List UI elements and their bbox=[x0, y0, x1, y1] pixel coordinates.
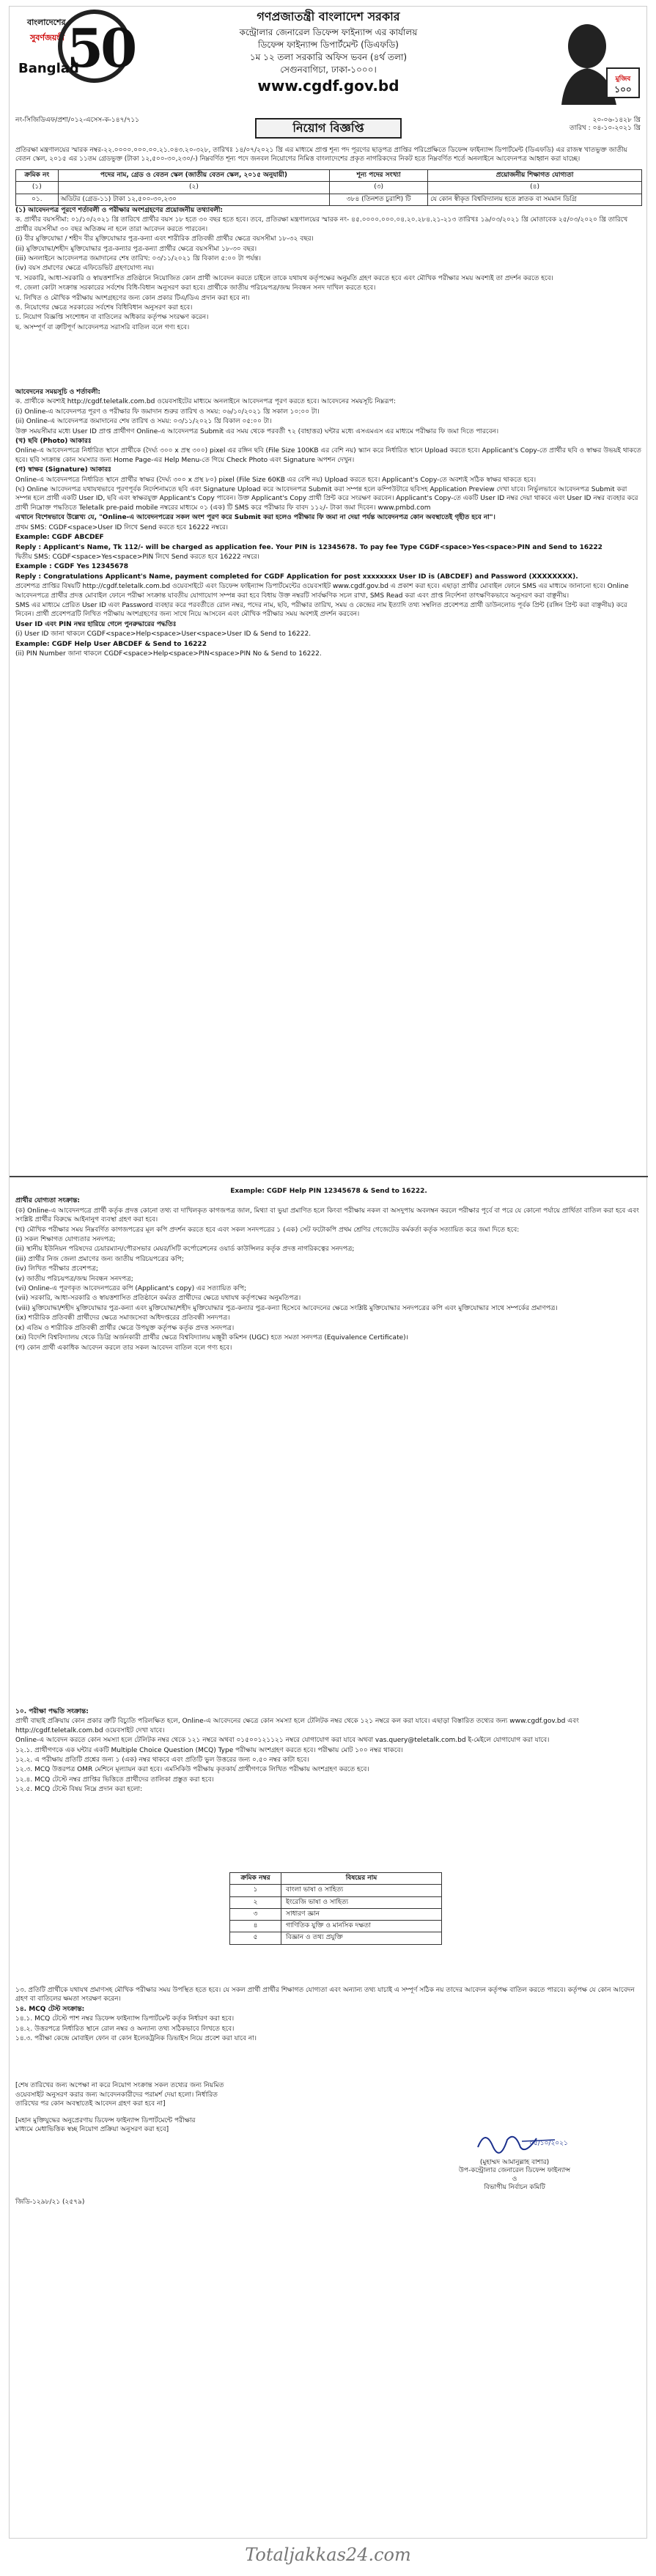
list-item: (খ) মৌখিক পরীক্ষার সময় নিম্নবর্ণিত কাগজপত্রের মূল কপি প্রদর্শন করতে হবে এবং সকল সনদপত্রের ১ (এক) সেট ফটোকপি প্রথম শ্রেণির গেজেটেড কর্মকর্তা কর্তৃক সত্যায়িত করে জমা দিতে হবে: bbox=[15, 1226, 520, 1234]
num-cell: (৩) bbox=[330, 182, 428, 194]
conditions-section bbox=[15, 206, 642, 333]
num-cell: (১) bbox=[16, 182, 59, 194]
gd-number: জিডি-১২৯৮/২১ (২৫৭৯) bbox=[15, 2198, 85, 2206]
subject-cell: গাণিতিক যুক্তি ও মানসিক দক্ষতা bbox=[281, 1921, 442, 1932]
sms2-title: দ্বিতীয় SMS: CGDF<space>Yes<space>PIN লিখে Send করতে হবে 16222 নম্বরে। bbox=[15, 553, 259, 561]
list-item: (ii) স্থানীয় ইউনিয়ন পরিষদের চেয়ারম্যান/পৌরসভার মেয়র/সিটি কর্পোরেশনের ওয়ার্ড কাউন্সিলর কর্তৃক প্রদত্ত নাগরিকত্বের সনদপত্র; bbox=[15, 1245, 355, 1254]
photo-heading: (খ) ছবি (Photo) আকারঃ bbox=[15, 438, 92, 446]
eligibility-heading: প্রার্থীর যোগ্যতা সংক্রান্ত: bbox=[15, 1197, 81, 1205]
subject-cell: ইংরেজি ভাষা ও সাহিত্য bbox=[281, 1896, 442, 1908]
golden-jubilee-logo bbox=[14, 10, 135, 112]
list-item: Example: CGDF Help User ABCDEF & Send to 16222 bbox=[15, 640, 207, 648]
note-line: [মহান মুক্তিযুদ্ধের অনুপ্রেরণায় ডিফেন্স ফাইন্যান্স ডিপার্টমেন্টে পরীক্ষার bbox=[15, 2116, 196, 2124]
list-item: চ. নিয়োগ বিজ্ঞপ্তি সংশোধন বা বাতিলের অধিকার কর্তৃপক্ষ সংরক্ষণ করেন। bbox=[15, 314, 209, 322]
portrait-icon bbox=[547, 10, 642, 105]
col-post: পদের নাম, গ্রেড ও বেতন স্কেল (জাতীয় বেতন স্কেল, ২০১৫ অনুযায়ী) bbox=[58, 170, 330, 182]
list-item: (xi) বিদেশি বিশ্ববিদ্যালয় থেকে ডিগ্রি অর্জনকারী প্রার্থীর ক্ষেত্রে বিশ্ববিদ্যালয় মঞ্জুরী কমিশন (UGC) হতে সমতা সনদপত্র (Equivalence Certificate)। bbox=[15, 1334, 409, 1342]
list-item: (x) এতিম ও শারীরিক প্রতিবন্ধী প্রার্থীর ক্ষেত্রে উপযুক্ত কর্তৃপক্ষ কর্তৃক প্রদত্ত সনদপত্র। bbox=[15, 1324, 235, 1332]
list-item: (iii) অনলাইনে আবেদনপত্র জমাদানের শেষ তারিখ: ০৩/১১/২০২১ খ্রি বিকাল ৫:০০ টা পর্যন্ত। bbox=[15, 255, 261, 263]
list-item: ১৩. প্রতিটি প্রার্থীকে যথাযথ প্রমাণসহ মৌখিক পরীক্ষার সময় উপস্থিত হতে হবে। যে সকল প্রার্থী প্রার্থীর শিক্ষাগত যোগ্যতা এবং অন্যান্য তথ্য যাচাই এ সম্পূর্ণ সঠিক নয় তাদের আবেদন কর্তৃপক্ষ বাতিল করতে পারবে। কর্তৃপক্ষ যে কোন আবেদন গ্রহণ বা বাতিলের ক্ষমতা সংরক্ষণ করেন। bbox=[15, 1987, 635, 2003]
vacancy-cell: ৩৮৪ (তিনশত চুরাশি) টি bbox=[330, 194, 428, 205]
office-heading bbox=[156, 10, 501, 95]
serial-cell: ০১. bbox=[16, 194, 59, 205]
table-row bbox=[230, 1885, 442, 1896]
list-item: ১৪.৩. পরীক্ষা কেন্দ্রে মোবাইল ফোন বা কোন ইলেকট্রনিক ডিভাইস নিয়ে প্রবেশ করা যাবে না। bbox=[15, 2035, 257, 2043]
table-row bbox=[16, 194, 642, 205]
list-item: গ. জেলা কোটা সংক্রান্ত সরকারের সর্বশেষ বিধি-বিধান অনুসরণ করা হবে। প্রার্থীকে জাতীয় পরিচয়পত্র/জন্ম নিবন্ধন সনদ দাখিল করতে হবে। bbox=[15, 284, 376, 292]
list-item: ১৪.২. উত্তরপত্রে নির্ধারিত স্থানে রোল নম্বর ও অন্যান্য তথ্য সঠিকভাবে লিখতে হবে। bbox=[15, 2025, 235, 2033]
online-instructions: (ঘ) Online আবেদনপত্র যথাযথভাবে পূরণপূর্বক নির্দেশনামতে ছবি এবং Signature Upload করে আবেদনপত্র Submit করা সম্পন্ন হলে কম্পিউটারে ছবিসহ Application Preview দেখা যাবে। নির্ভুলভাবে আবেদনপত্র Submit করা সম্পন্ন হলে প্রার্থী একটি User ID, ছবি এবং স্বাক্ষরযুক্ত Applicant's Copy পাবেন। উক্ত Applicant's Copy প্রার্থী প্রিন্ট করে সংরক্ষণ করবেন। Applicant's Copy-তে একটি User ID নম্বর দেয়া থাকবে এবং User ID নম্বর ব্যবহার করে প্রার্থী নিম্নোক্ত পদ্ধতিতে Teletalk pre-paid mobile নম্বরের মাধ্যমে ০১ (এক) টি SMS করে পরীক্ষার ফি বাবদ ১১২/- টাকা জমা দিবেন। www.pmbd.com bbox=[15, 486, 638, 512]
date-english: ০৪-১০-২০২১ খ্রি bbox=[592, 125, 641, 133]
list-item: (ii) PIN Number জানা থাকলে CGDF<space>Help<space>PIN<space>PIN No & Send to 16222. bbox=[15, 649, 322, 658]
list-item: (viii) মুক্তিযোদ্ধা/শহীদ মুক্তিযোদ্ধার পুত্র-কন্যা এবং মুক্তিযোদ্ধা/শহীদ মুক্তিযোদ্ধার পুত্র-কন্যার পুত্র-কন্যা হিসেবে আবেদনের ক্ষেত্রে সংশ্লিষ্ট মুক্তিযোদ্ধার সনদপত্রের কপি এবং মুক্তিযোদ্ধার সাথে সম্পর্কের প্রমাণপত্র। bbox=[15, 1304, 558, 1312]
num-cell: (৪) bbox=[428, 182, 642, 194]
office-name: কন্ট্রোলার জেনারেল ডিফেন্স ফাইন্যান্স এর কার্যালয় bbox=[239, 27, 418, 37]
logo-bengali-text: বাংলাদেশের bbox=[27, 18, 66, 27]
list-item: ১২.২. এ পরীক্ষায় প্রতিটি প্রশ্নের জন্য ১ (এক) নম্বর থাকবে এবং প্রতিটি ভুল উত্তরের জন্য ০.৫০ নম্বর কাটা হবে। bbox=[15, 1756, 309, 1764]
conditions-heading: (১) আবেদনপত্র পূরণে শর্তাবলী ও পরীক্ষার অংশগ্রহণের প্রয়োজনীয় তথ্যাবলী: bbox=[15, 207, 223, 214]
list-item: (i) Online-এ আবেদনপত্র পূরণ ও পরীক্ষার ফি জমাদান শুরুর তারিখ ও সময়: ০৬/১০/২০২১ খ্রি সকাল ১০:০০ টা। bbox=[15, 408, 320, 416]
watermark-text: Totaljakkas24.com bbox=[245, 2544, 411, 2565]
sms-warning: এখানে বিশেষভাবে উল্লেখ্য যে, "Online-এ আবেদনপত্রের সকল অংশ পূরণ করে Submit করা হলেও পরীক্ষার ফি জমা না দেয়া পর্যন্ত আবেদনপত্র কোন অবস্থাতেই গৃহীত হবে না"। bbox=[15, 514, 495, 522]
sms2-reply: Reply : Congratulations Applicant's Name, payment completed for CGDF Application for post xxxxxxxx User ID is (ABCDEF) and Password (XXXXXXXX). bbox=[15, 573, 578, 581]
subject-cell: সাধারণ জ্ঞান bbox=[281, 1908, 442, 1920]
list-item: ১২.৫. MCQ টেস্টে বিষয় নিম্নে প্রদান করা হলো: bbox=[15, 1786, 143, 1794]
list-item: ১২.৪. MCQ টেস্টে নম্বর প্রাপ্তির ভিত্তিতে প্রার্থীদের তালিকা প্রস্তুত করা হবে। bbox=[15, 1775, 214, 1784]
serial-cell: ৩ bbox=[230, 1908, 281, 1920]
signatory-post: উপ-কন্ট্রোলার জেনারেল ডিফেন্স ফাইন্যান্স bbox=[458, 2167, 571, 2175]
admit-card-download-note: SMS এর মাধ্যমে প্রেরিত User ID এবং Password ব্যবহার করে পরবর্তীতে রোল নম্বর, পদের নাম, ছবি, পরীক্ষার তারিখ, সময় ও কেন্দ্রের নাম ইত্যাদি তথ্য সম্বলিত প্রবেশপত্র প্রার্থী ডাউনলোড পূর্বক প্রিন্ট (রঙ্গিন প্রিন্ট করা বাঞ্ছনীয়) করে নিবেন। প্রার্থী প্রবেশপত্রটি লিখিত পরীক্ষায় অংশগ্রহণের জন্য সাথে নিয়ে আসবেন এবং মৌখিক পরীক্ষার সময় অবশ্যই প্রদর্শন করবেন। bbox=[15, 601, 627, 619]
note-line: তারিখের পর কোন অবস্থাতেই আবেদন গ্রহণ করা হবে না] bbox=[15, 2100, 166, 2108]
col-vacancy: শূন্য পদের সংখ্যা bbox=[330, 170, 428, 182]
mujib-portrait-logo bbox=[547, 10, 642, 105]
list-item: (ক) Online-এ আবেদনপত্রে প্রার্থী কর্তৃক প্রদত্ত কোনো তথ্য বা দাখিলকৃত কাগজপত্র জাল, মিথ্যা বা ভুয়া প্রমাণিত হলে কিংবা পরীক্ষায় নকল বা অসদুপায় অবলম্বন করলে পরীক্ষার পূর্বে বা পরে যে কোনো পর্যায়ে প্রার্থিতা বাতিল করা হবে এবং সংশ্লিষ্ট প্রার্থীর বিরুদ্ধে আইনানুগ ব্যবস্থা গ্রহণ করা হবে। bbox=[15, 1207, 639, 1224]
signature-instructions: Online-এ আবেদনপত্রে নির্ধারিত স্থানে প্রার্থীর স্বাক্ষর (দৈর্ঘ্য ৩০০ x প্রস্থ ৮০) pixel (File Size 60KB এর বেশি নয়) Upload করতে হবে। Applicant's Copy-তে অবশ্যই সঠিক স্বাক্ষর থাকতে হবে। bbox=[15, 476, 537, 484]
list-item: ১২.৩. MCQ উত্তরপত্র OMR মেশিনে মূল্যায়ন করা হবে। এমসিকিউ পরীক্ষায় কৃতকার্য প্রার্থীগণকে লিখিত পরীক্ষায় অংশগ্রহণ করতে হবে। bbox=[15, 1766, 369, 1774]
mcq-heading: ১৪. MCQ টেস্ট সংক্রান্ত: bbox=[15, 2005, 85, 2013]
list-item: ঙ. নিয়োগের ক্ষেত্রে সরকারের সর্বশেষ বিধিবিধান অনুসরণ করা হবে। bbox=[15, 304, 193, 312]
department-name: ডিফেন্স ফাইন্যান্স ডিপার্টমেন্ট (ডিএফডি) bbox=[258, 40, 399, 50]
date-bengali: ২০-০৬-১৪২৮ খ্রি bbox=[592, 117, 641, 124]
serial-cell: ৪ bbox=[230, 1921, 281, 1932]
sms1-example: Example: CGDF ABCDEF bbox=[15, 534, 104, 542]
list-item: (iv) লিখিত পরীক্ষার প্রবেশপত্র; bbox=[15, 1265, 98, 1273]
list-item: ছ. অসম্পূর্ণ বা ত্রুটিপূর্ণ আবেদনপত্র সরাসরি বাতিল বলে গণ্য হবে। bbox=[15, 323, 190, 331]
sms1-reply: Reply : Applicant's Name, Tk 112/- will be charged as application fee. Your PIN is 12345678. To pay fee Type CGDF<space>Yes<space>PIN and Send to 16222 bbox=[15, 543, 602, 551]
signatory-post: বিভাগীয় নির্বাচন কমিটি bbox=[484, 2183, 545, 2191]
list-item: ১৪.১. MCQ টেস্টে পাশ নম্বর ডিফেন্স ফাইন্যান্স ডিপার্টমেন্ট কর্তৃক নির্ধারণ করা হবে। bbox=[15, 2015, 235, 2023]
list-item: (ii) মুক্তিযোদ্ধা/শহীদ মুক্তিযোদ্ধার পুত্র-কন্যার পুত্র-কন্যা প্রার্থীর ক্ষেত্রে বয়সসীমা ১৮-৩০ বছর। bbox=[15, 245, 257, 253]
table-row bbox=[230, 1932, 442, 1944]
memo-dates bbox=[570, 117, 641, 133]
website[interactable]: www.cgdf.gov.bd bbox=[257, 77, 399, 95]
col-qualification: প্রয়োজনীয় শিক্ষাগত যোগ্যতা bbox=[428, 170, 642, 182]
header bbox=[10, 7, 648, 142]
apply-url-line: ক. প্রার্থীকে অবশ্যই http://cgdf.teletalk.com.bd ওয়েবসাইটের মাধ্যমে অনলাইনে আবেদনপত্র পূরণ করতে হবে। আবেদনের সময়সূচি নিম্নরূপ: bbox=[15, 398, 396, 406]
list-item: উক্ত সময়সীমার মধ্যে User ID প্রাপ্ত প্রার্থীগণ Online-এ আবেদনপত্র Submit এর সময় থেকে পরবর্তী ৭২ (বাহাত্তর) ঘন্টার মধ্যে এসএমএস এর মাধ্যমে পরীক্ষার ফি জমা দিতে পারবেন। bbox=[15, 427, 499, 435]
section-divider bbox=[10, 1176, 648, 1177]
serial-cell: ৫ bbox=[230, 1932, 281, 1944]
list-item: খ. সরকারি, আধা-সরকারি ও স্বায়ত্তশাসিত প্রতিষ্ঠানে নিয়োজিত কোন প্রার্থী আবেদন করতে চাইলে তাকে যথাযথ কর্তৃপক্ষের অনুমতি গ্রহণ করতে হবে এবং মৌখিক পরীক্ষার সময় অবশ্যই তা প্রদর্শন করতে হবে। bbox=[15, 274, 553, 282]
list-item: (vii) সরকারি, আধা-সরকারি ও স্বায়ত্তশাসিত প্রতিষ্ঠানে কর্মরত প্রার্থীদের ক্ষেত্রে যথাযথ কর্তৃপক্ষের অনুমতিপত্র। bbox=[15, 1295, 301, 1303]
logo-english-text: Banglad bbox=[18, 61, 79, 76]
application-heading: আবেদনের সময়সূচি ও শর্তাবলী: bbox=[15, 389, 101, 396]
table-row bbox=[230, 1896, 442, 1908]
govt-name: গণপ্রজাতন্ত্রী বাংলাদেশ সরকার bbox=[257, 10, 400, 23]
pin-example: Example: CGDF Help PIN 12345678 & Send to 16222. bbox=[230, 1188, 427, 1195]
posts-table bbox=[15, 169, 642, 206]
list-item: Online-এ আবেদন করতে কোন সমস্যা হলে টেলিটক নম্বর থেকে ১২১ নম্বরে অথবা ০১৫০০১২১১২১ নম্বরে যোগাযোগ করা যাবে অথবা vas.query@teletalk.com.bd ই-মেইলে যোগাযোগ করা যাবে। bbox=[15, 1737, 550, 1745]
sms2-example: Example : CGDF Yes 12345678 bbox=[15, 563, 129, 571]
exam-heading: ১০. পরীক্ষা পদ্ধতি সংক্রান্ত: bbox=[15, 1708, 89, 1715]
svg-text:মুজিব: মুজিব bbox=[615, 76, 631, 83]
exam-section bbox=[15, 1707, 642, 1795]
list-item: (iii) প্রার্থীর নিজ জেলা প্রমাণের জন্য জাতীয় পরিচয়পত্রের কপি; bbox=[15, 1255, 184, 1263]
list-item: (i) বীর মুক্তিযোদ্ধা / শহীদ বীর মুক্তিযোদ্ধার পুত্র-কন্যা এবং শারীরিক প্রতিবন্ধী প্রার্থীর ক্ষেত্রে বয়সসীমা ১৮-৩২ বছর। bbox=[15, 235, 314, 243]
sms1-title: প্রথম SMS: CGDF<space>User ID লিখে Send করতে হবে 16222 নম্বরে। bbox=[15, 523, 228, 531]
intro-paragraph: প্রতিরক্ষা মন্ত্রণালয়ের স্মারক নম্বর-২২.০০০০.০০০.০০.২১.০৪৩.২০-৩২৮, তারিখঃ ১৪/০৭/২০২১ খ্রি এর মাধ্যমে প্রাপ্ত শূন্য পদ পূরণের ছাড়পত্র প্রাপ্তির পরিপ্রেক্ষিতে ডিফেন্স ফাইন্যান্স ডিপার্টমেন্ট (ডিএফডি) এর রাজস্ব খাতভুক্ত জাতীয় বেতন স্কেল, ২০১৫ এর ১১তম গ্রেডভুক্ত (টাকা ১২,৫০০-৩০,২৩০/-) নিম্নবর্ণিত শূন্য পদে জনবল নিয়োগের নিমিত্ত বাংলাদেশের প্রকৃত নাগরিকদের নিকট হতে নিম্নবর্ণিত শর্তে অনলাইনে আবেদনপত্র আহ্বান করা যাচ্ছে। bbox=[15, 147, 627, 163]
signature-heading: (গ) স্বাক্ষর (Signature) আকারঃ bbox=[15, 466, 111, 474]
list-item: (i) User ID জানা থাকলে CGDF<space>Help<space>User<space>User ID & Send to 16222. bbox=[15, 630, 312, 639]
handwritten-signature bbox=[434, 2125, 595, 2159]
application-section bbox=[15, 388, 642, 659]
list-item: ১২.১. প্রার্থীগণকে এক ঘন্টার একটি Multiple Choice Question (MCQ) Type পরীক্ষায় অংশগ্রহণ করতে হবে। পরীক্ষায় মোট ১০০ নম্বর থাকবে। bbox=[15, 1746, 403, 1754]
admit-card-note: প্রবেশপত্র প্রাপ্তির বিষয়টি http://cgdf.teletalk.com.bd ওয়েবসাইটে এবং ডিফেন্স ফাইন্যান্স ডিপার্টমেন্টের ওয়েবসাইট www.cgdf.gov.bd এ প্রকাশ করা হবে। এছাড়া প্রার্থীর মোবাইল ফোনে SMS এর মাধ্যমে জানানো হবে। Online আবেদনপত্রে প্রার্থীর প্রদত্ত মোবাইল ফোনে পরীক্ষা সংক্রান্ত যাবতীয় যোগাযোগ সম্পন্ন করা হবে বিধায় উক্ত নম্বরটি সার্বক্ষণিক সচল রাখা, SMS Read করা এবং প্রাপ্ত নির্দেশনা তাৎক্ষণিকভাবে অনুসরণ করা বাঞ্ছনীয়। bbox=[15, 583, 629, 600]
subject-cell: বাংলা ভাষা ও সাহিত্য bbox=[281, 1885, 442, 1896]
col-subject: বিষয়ের নাম bbox=[281, 1873, 442, 1885]
list-item: (i) সকল শিক্ষাগত যোগ্যতার সনদপত্র; bbox=[15, 1236, 116, 1244]
signatory-post: ও bbox=[512, 2175, 517, 2183]
posts-table-header-row bbox=[16, 170, 642, 182]
num-cell: (২) bbox=[58, 182, 330, 194]
office-address: সেগুনবাগিচা, ঢাকা-১০০০। bbox=[280, 65, 377, 75]
note-line: ওয়েবসাইট অনুসরণ করার জন্য আবেদনকারীদের পরামর্শ দেয়া হলো। নির্ধারিত bbox=[15, 2091, 218, 2099]
col-serial: ক্রমিক নং bbox=[16, 170, 59, 182]
note-line: [শেষ তারিখের জন্য অপেক্ষা না করে নিয়োগ সংক্রান্ত সকল তথ্যের জন্য নিয়মিত bbox=[15, 2082, 224, 2089]
office-building: ১ম ১২ তলা সরকারি অফিস ভবন (৪র্থ তলা) bbox=[249, 52, 408, 62]
circular-document bbox=[9, 6, 647, 2539]
table-row bbox=[230, 1908, 442, 1920]
table-row bbox=[230, 1921, 442, 1932]
list-item: (v) জাতীয় পরিচয়পত্র/জন্ম নিবন্ধন সনদপত্র; bbox=[15, 1275, 133, 1283]
photo-instructions: Online-এ আবেদনপত্রে নির্ধারিত স্থানে প্রার্থীকে (দৈর্ঘ্য ৩০০ x প্রস্থ ৩০০) pixel এর রঙ্গিন ছবি (File Size 100KB এর বেশি নয়) স্ক্যান করে নির্ধারিত স্থানে Upload করতে হবে। Applicant's Copy-তে প্রার্থীর ছবি ও স্বাক্ষর উভয়ই থাকতে হবে। ছবি সংক্রান্ত কোন সমস্যার জন্য Home Page-এর Help Menu-তে গিয়ে Check Photo এবং Signature অপশন দেখুন। bbox=[15, 447, 641, 464]
subject-cell: বিজ্ঞান ও তথ্য প্রযুক্তি bbox=[281, 1932, 442, 1944]
list-item: (ix) শারীরিক প্রতিবন্ধী প্রার্থীদের ক্ষেত্রে সমাজসেবা অধিদপ্তরের প্রতিবন্ধী সনদপত্র। bbox=[15, 1314, 230, 1322]
svg-text:১০০: ১০০ bbox=[614, 84, 632, 95]
signature-date: ০৫/১০/২০২১ bbox=[529, 2140, 568, 2147]
serial-cell: ১ bbox=[230, 1885, 281, 1896]
post-cell: অডিটর (গ্রেড-১১) টাকা ১২,৫০০-৩০,২৩০ bbox=[58, 194, 330, 205]
mcq-section bbox=[15, 1986, 642, 2044]
list-item: ক. প্রার্থীর বয়সসীমা: ০১/১০/২০২১ খ্রি তারিখে প্রার্থীর বয়স ১৮ হতে ৩০ বছর হতে হবে। তবে, প্রতিরক্ষা মন্ত্রণালয়ের স্মারক নং- ৪৫.০০০০.০০০.০৪.২০.২৮৪.২১-২১৩ তারিখঃ ১৯/০৩/২০২১ খ্রি মোতাবেক ২৫/০৩/২০২০ খ্রি তারিখে প্রার্থীর বয়সসীমা ৩০ বছর অতিক্রম না হলে তারা আবেদন করতে পারবেন। bbox=[15, 216, 628, 233]
serial-cell: ২ bbox=[230, 1896, 281, 1908]
signatory-name: (মুহাম্মদ আমানুল্লাহ বাশার) bbox=[479, 2159, 550, 2166]
recovery-heading: User ID এবং PIN নম্বর হারিয়ে গেলে পুনরুদ্ধারের পদ্ধতিঃ bbox=[15, 620, 177, 628]
col-serial: ক্রমিক নম্বর bbox=[230, 1873, 281, 1885]
list-item: (vi) Online-এ পূরণকৃত আবেদনপত্রের কপি (Applicant's copy) এর সত্যায়িত কপি; bbox=[15, 1285, 247, 1293]
logo-number: 50 bbox=[67, 17, 135, 79]
note-line: মাধ্যমে মেধাভিত্তিক স্বচ্ছ নিয়োগ প্রক্রিয়া অনুসরণ করা হবে] bbox=[15, 2126, 169, 2134]
date-label: তারিখ : bbox=[570, 125, 591, 133]
list-item: ঘ. লিখিত ও মৌখিক পরীক্ষায় অংশগ্রহণের জন্য কোন প্রকার টিএ/ডিএ প্রদান করা হবে না। bbox=[15, 294, 250, 302]
notice-title: নিয়োগ বিজ্ঞপ্তি bbox=[255, 118, 402, 139]
signature-block bbox=[434, 2125, 595, 2192]
logo-bengali-text-2: সুবর্ণজয়ন্তী bbox=[30, 33, 65, 43]
subjects-table bbox=[229, 1872, 442, 1945]
eligibility-section bbox=[15, 1187, 642, 1353]
subjects-header-row bbox=[230, 1873, 442, 1885]
list-item: (ii) Online-এ আবেদনপত্র জমাদানের শেষ তারিখ ও সময়: ০৩/১১/২০২১ খ্রি বিকাল ০৫:০০ টা। bbox=[15, 418, 272, 426]
list-item: (iv) বয়স প্রমাণের ক্ষেত্রে এফিডেভিট গ্রহণযোগ্য নয়। bbox=[15, 265, 154, 273]
memo-number: নং-সিজিডিএফ/প্রশা/০১২-এসেস-ক-১৪৭/৭১১ bbox=[15, 117, 140, 124]
list-item: প্রার্থী বাছাই প্রক্রিয়ায় কোন প্রকার ত্রুটি বিচ্যুতি পরিলক্ষিত হলে, Online-এ আবেদনের ক্ষেত্রে কোন সমস্যা হলে টেলিটক নম্বর থেকে ১২১ নম্বরে কল করা যাবে। এছাড়া বিস্তারিত তথ্যের জন্য www.cgdf.gov.bd এবং http://cgdf.teletalk.com.bd ওয়েবসাইট দেখা যাবে। bbox=[15, 1718, 579, 1734]
bracket-note bbox=[15, 2081, 323, 2135]
signature-icon bbox=[434, 2125, 595, 2159]
list-item: (গ) কোন প্রার্থী একাধিক আবেদন করলে তার সকল আবেদন বাতিল বলে গণ্য হবে। bbox=[15, 1344, 232, 1352]
qualification-cell: যে কোন স্বীকৃত বিশ্ববিদ্যালয় হতে স্নাতক বা সমমান ডিগ্রি bbox=[428, 194, 642, 205]
posts-table-number-row bbox=[16, 182, 642, 194]
